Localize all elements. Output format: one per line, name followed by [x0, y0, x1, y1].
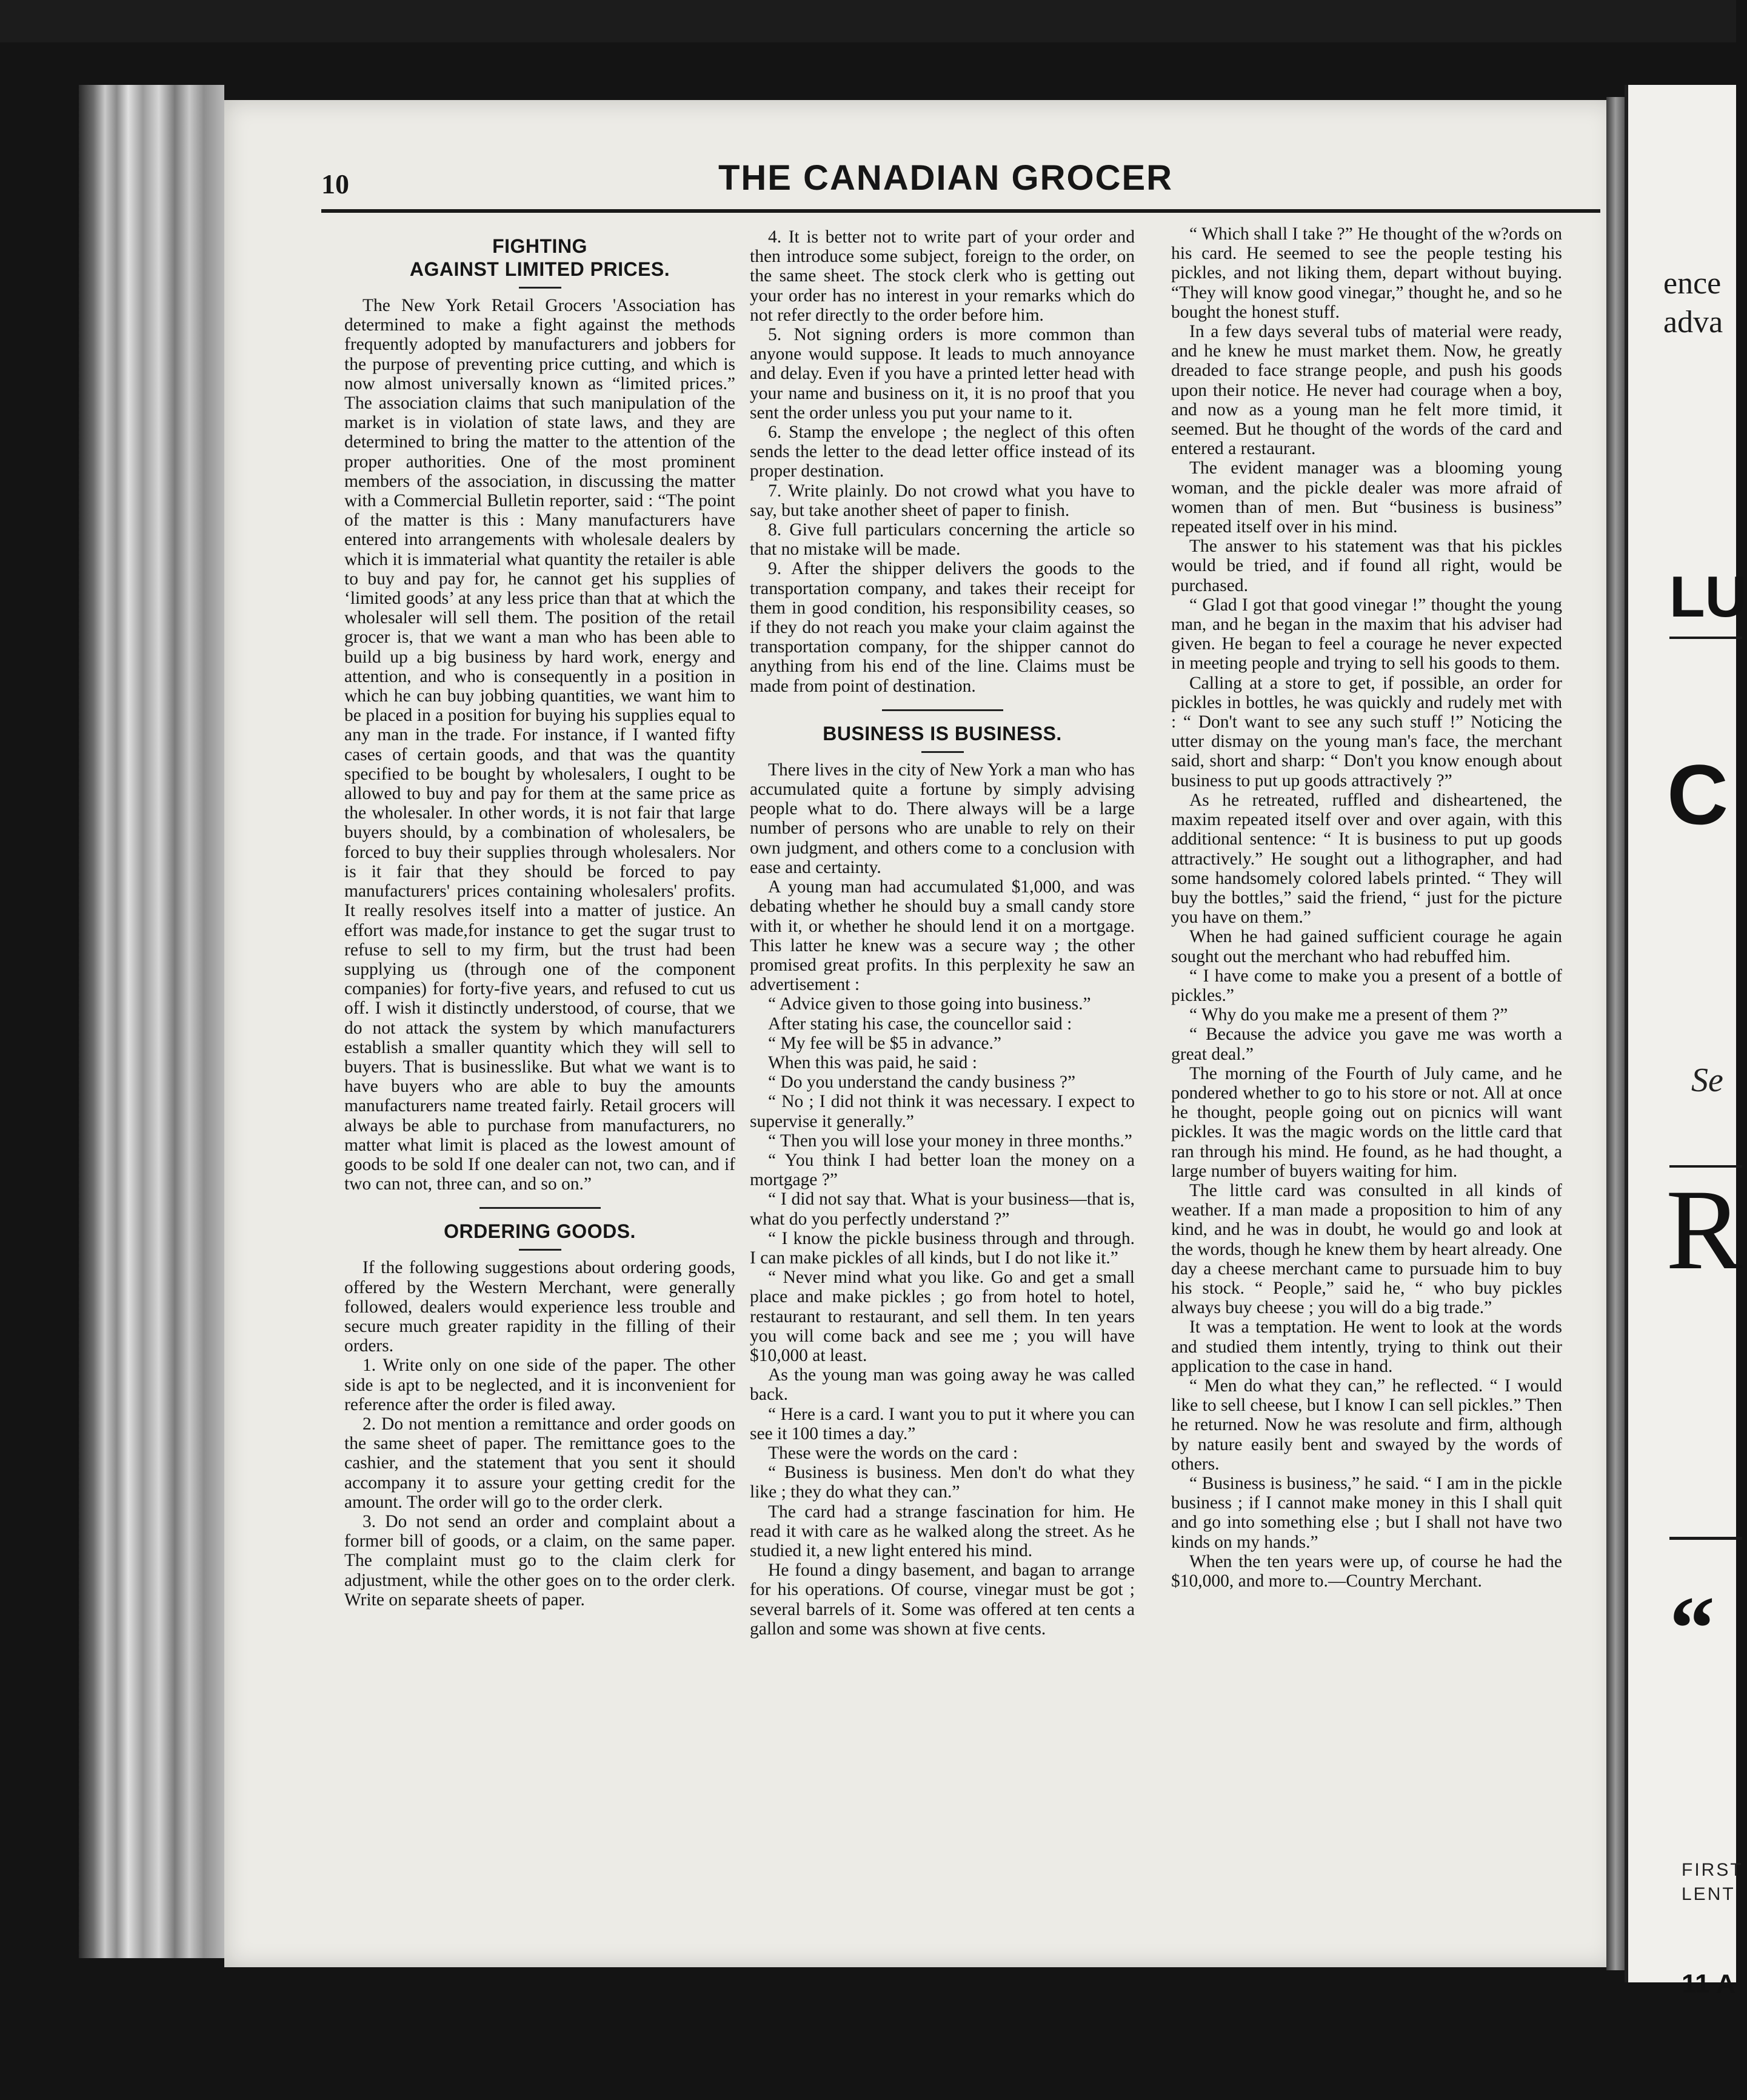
newspaper-page — [224, 100, 1615, 1967]
article-paragraph: He found a dingy basement, and bagan to arrange for his operations. Of course, vinegar must be got ; several barrels of it. Some was offered at ten cents a gallon and some was shown at five cents. — [750, 1560, 1135, 1639]
list-item: 6. Stamp the envelope ; the neglect of this often sends the letter to the dead letter office instead of its proper destination. — [750, 423, 1135, 481]
facing-page-fragment — [1625, 85, 1747, 1999]
article-paragraph: The evident manager was a blooming young woman, and the pickle dealer was more afraid of women than of men. But “business is business” repeated itself over in his mind. — [1171, 458, 1562, 537]
article-paragraph: There lives in the city of New York a man who has accumulated quite a fortune by simply advising people what to do. There always will be a large number of persons who are unable to rely on their own judgment, and others come to a conclusion with ease and certainty. — [750, 760, 1135, 877]
article-paragraph: As the young man was going away he was called back. — [750, 1365, 1135, 1405]
facing-text-fragment: 11 A — [1682, 1969, 1735, 1999]
article-paragraph: “ Because the advice you gave me was worth a great deal.” — [1171, 1025, 1562, 1064]
list-item: 9. After the shipper delivers the goods to the transportation company, and takes their receipt for them in good condition, his responsibility ceases, so if they do not reach you make your claim against the transportation company, for the shipper cannot do anything from his end of the line. Claims must be made from point of destination. — [750, 559, 1135, 696]
film-edge — [0, 0, 1736, 42]
article-paragraph: Calling at a store to get, if possible, an order for pickles in bottles, he was quickly and rudely met with : “ Don't want to see any such stuff !” Noticing the utter dismay on the young man's face, the merchant said, short and sharp: “ Don't you know enough about business to put up goods attractively ?” — [1171, 673, 1562, 791]
article-paragraph: As he retreated, ruffled and disheartened, the maxim repeated itself over and over again, with this additional sentence: “ It is business to put up goods attractively.” He sought out a lithographer, and had some handsomely colored labels printed. “ They will buy the bottles,” said the friend, “ just for the picture you have on them.” — [1171, 790, 1562, 928]
masthead-title: THE CANADIAN GROCER — [718, 158, 1174, 198]
article-paragraph: “ Here is a card. I want you to put it where you can see it 100 times a day.” — [750, 1404, 1135, 1443]
title-rule — [921, 751, 964, 753]
facing-rule — [1669, 637, 1742, 639]
article-paragraph: The morning of the Fourth of July came, and he pondered whether to go to his store or not. All at once he thought, people going out on picnics will want pickles. It was the magic words on the little card that ran through his mind. He found, as he had thought, a large number of buyers waiting for him. — [1171, 1063, 1562, 1181]
article-paragraph: “ Do you understand the candy business ?” — [768, 1072, 1076, 1092]
article-paragraph: “ Then you will lose your money in three months.” — [768, 1131, 1132, 1151]
facing-text-fragment: LENT — [1682, 1884, 1735, 1904]
article-separator — [882, 709, 1003, 711]
title-line-1: FIGHTING — [492, 235, 587, 257]
header-rule — [321, 209, 1600, 213]
facing-page-edge — [1625, 85, 1628, 1982]
facing-quote-mark: “ — [1669, 1578, 1715, 1679]
article-paragraph: “ Men do what they can,” he reflected. “ I would like to sell cheese, but I know I can sell pickles.” Then he returned. Now he was resolute and firm, although by nature easily bent and swayed by the words of others. — [1171, 1376, 1562, 1474]
article-paragraph: “ Which shall I take ?” He thought of the w?ords on his card. He seemed to see the people testing his pickles, and not liking them, depart without buying. “They will know good vinegar,” thought he, and so he bought the honest stuff. — [1171, 224, 1562, 322]
article-paragraph: The New York Retail Grocers 'Association has determined to make a fight against the methods frequently adopted by manufacturers and jobbers for the purpose of preventing price cutting, and which is now almost universally known as “limited prices.” The association claims that such manipulation of the market is in violation of state laws, and they are determined to bring the matter to the attention of the proper authorities. One of the most prominent members of the association, in discussing the matter with a Commercial Bulletin reporter, said : “The point of the matter is this : Many manufacturers have entered into arrangements with wholesale dealers by which it is immaterial what quantity the retailer is able to buy and pay for, he cannot get his supplies of ‘limited goods’ at any less price than that at which the wholesaler will sell them. The position of the retail grocer is, that we want a man who has been able to build up a big business by hard work, energy and attention, and who is consequently in a position in which he can buy jobbing quantities, we want him to be placed in a position for buying his supplies equal to any man in the trade. For instance, if I wanted fifty cases of certain goods, and that was the quantity specified to be bought by wholesalers, I ought to be allowed to buy and pay for them at the same price as the wholesaler. In other words, it is not fair that large buyers should, by a combination of wholesalers, be forced to buy their supplies through wholesalers. Nor is it fair that they should be forced to pay manufacturers' prices containing wholesalers' profits. It really resolves itself into a matter of justice. An effort was made,for instance to get the sugar trust to refuse to sell to my firm, but the trust had been supplying us (through one of the component companies) for forty-five years, and refused to cut us off. I wish it distinctly understood, of course, that we do not attack the system by which manufacturers establish a smaller quantity which they will sell to buyers. That is businesslike. But what we want is to have buyers who are able to buy the amounts manufacturers name treated fairly. Retail grocers will always be able to purchase from manufacturers, no matter what limit is placed as the lowest amount of goods to be sold If one dealer can not, two can, and if two can not, three can, and so on.” — [344, 296, 735, 1194]
page-number: 10 — [321, 169, 349, 199]
list-item: 1. Write only on one side of the paper. The other side is apt to be neglected, and it is inconvenient for reference after the order is filed away. — [344, 1356, 735, 1414]
facing-text-fragment: Se — [1691, 1062, 1723, 1099]
article-title-fighting — [344, 235, 735, 281]
article-separator — [479, 1207, 601, 1209]
article-paragraph: “ No ; I did not think it was necessary. I expect to supervise it generally.” — [750, 1092, 1135, 1131]
facing-headline-fragment: R — [1666, 1166, 1743, 1294]
title-rule — [519, 1249, 561, 1251]
title-rule — [519, 287, 561, 289]
article-paragraph: A young man had accumulated $1,000, and was debating whether he should buy a small candy store with it, or whether he should lend it on a mortgage. This latter he knew was a secure way ; the other promised great profits. In this perplexity he saw an advertisement : — [750, 877, 1135, 995]
article-paragraph: When the ten years were up, of course he had the $10,000, and more to.—Country Merchant. — [1171, 1551, 1562, 1591]
page-gutter — [1606, 97, 1625, 1970]
title-line-2: AGAINST LIMITED PRICES. — [409, 258, 670, 280]
article-title-ordering: ORDERING GOODS. — [444, 1220, 636, 1243]
book-binding — [79, 85, 224, 1958]
facing-text-fragment: ence — [1663, 266, 1722, 301]
article-paragraph: “ I know the pickle business through and through. I can make pickles of all kinds, but I do not like it.” — [750, 1228, 1135, 1268]
column-3 — [1171, 224, 1562, 1591]
article-title-business: BUSINESS IS BUSINESS. — [823, 722, 1062, 744]
article-paragraph: These were the words on the card : — [768, 1443, 1018, 1463]
article-paragraph: The answer to his statement was that his pickles would be tried, and if found all right, would be purchased. — [1171, 537, 1562, 595]
list-item: 8. Give full particulars concerning the article so that no mistake will be made. — [750, 520, 1135, 560]
article-paragraph: In a few days several tubs of material were ready, and he knew he must market them. Now, he greatly dreaded to face strange people, and push his goods upon their notice. He never had courage when a boy, and now as a young man he felt more timid, it seemed. But he thought of the words of the card and entered a restaurant. — [1171, 322, 1562, 459]
article-paragraph: “ Why do you make me a present of them ?” — [1189, 1005, 1508, 1025]
list-item: 5. Not signing orders is more common than anyone would suppose. It leads to much annoyance and delay. Even if you have a printed letter head with your name and business on it, it is no proof that you sent the order unless you put your name to it. — [750, 325, 1135, 423]
article-paragraph: “ Business is business. Men don't do what they like ; they do what they can.” — [750, 1463, 1135, 1502]
list-item: 7. Write plainly. Do not crowd what you have to say, but take another sheet of paper to finish. — [750, 481, 1135, 520]
article-paragraph: The little card was consulted in all kinds of weather. If a man made a proposition to him of any kind, and he was in doubt, he would go and look at the words, though he knew them by heart already. One day a cheese merchant came to pursuade him to buy his stock. “ People,” said he, “ who buy pickles always buy cheese ; you will do a big trade.” — [1171, 1180, 1562, 1318]
facing-headline-fragment: LU — [1669, 564, 1747, 629]
article-paragraph: “ Never mind what you like. Go and get a small place and make pickles ; go from hotel to hotel, restaurant to restaurant, and sell them. In ten years you will come back and see me ; you will have $10,000 at least. — [750, 1268, 1135, 1365]
article-paragraph: “ Business is business,” he said. “ I am in the pickle business ; if I cannot make money in this I shall quit and go into something else ; but I shall not have two kinds on my hands.” — [1171, 1474, 1562, 1552]
article-paragraph: “ You think I had better loan the money on a mortgage ?” — [750, 1150, 1135, 1190]
facing-rule — [1669, 1537, 1742, 1540]
list-item: 4. It is better not to write part of your order and then introduce some subject, foreign to the order, on the same sheet. The stock clerk who is getting out your order has no interest in your remarks which do not refer directly to the order before him. — [750, 227, 1135, 325]
list-item: 2. Do not mention a remittance and order goods on the same sheet of paper. The remittance goes to the cashier, and the statement that you sent it should accompany it to assure your getting credit for the amount. The order will go to the order clerk. — [344, 1414, 735, 1512]
facing-headline-fragment: C — [1667, 747, 1729, 842]
article-paragraph: It was a temptation. He went to look at the words and studied them intently, trying to think out their application to the case in hand. — [1171, 1317, 1562, 1376]
list-item: 3. Do not send an order and complaint about a former bill of goods, or a claim, on the same paper. The complaint must go to the claim clerk for adjustment, while the other goes on to the order clerk. Write on separate sheets of paper. — [344, 1511, 735, 1610]
article-paragraph: “ I did not say that. What is your business—that is, what do you perfectly understand ?” — [750, 1189, 1135, 1229]
article-paragraph: The card had a strange fascination for him. He read it with care as he walked along the street. As he studied it, a new light entered his mind. — [750, 1502, 1135, 1560]
facing-text-fragment: FIRST — [1682, 1860, 1743, 1880]
article-paragraph: “ I have come to make you a present of a bottle of pickles.” — [1171, 966, 1562, 1005]
article-paragraph: If the following suggestions about ordering goods, offered by the Western Merchant, were generally followed, dealers would experience less trouble and secure much greater rapidity in the filling of their orders. — [344, 1258, 735, 1356]
article-paragraph: After stating his case, the councellor said : — [768, 1014, 1072, 1034]
facing-text-fragment: adva — [1663, 305, 1723, 339]
article-paragraph: When this was paid, he said : — [768, 1052, 977, 1072]
column-2 — [750, 227, 1135, 1639]
article-paragraph: When he had gained sufficient courage he again sought out the merchant who had rebuffed him. — [1171, 927, 1562, 966]
article-paragraph: “ Advice given to those going into business.” — [768, 994, 1091, 1014]
article-paragraph: “ My fee will be $5 in advance.” — [768, 1033, 1001, 1053]
article-paragraph: “ Glad I got that good vinegar !” thought the young man, and he began in the maxim that his adviser had given. He began to feel a courage he never expected in meeting people and trying to sell his goods to them. — [1171, 595, 1562, 674]
column-1 — [344, 235, 735, 1610]
